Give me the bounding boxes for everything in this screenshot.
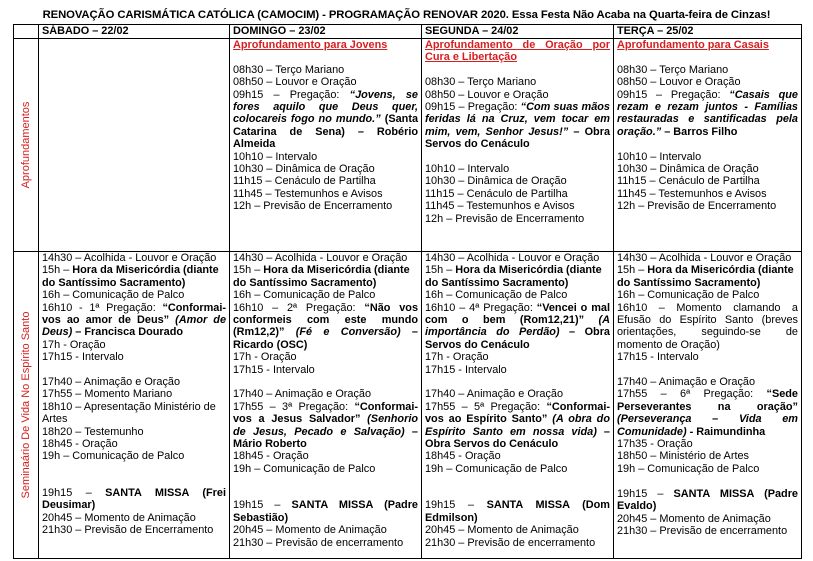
- corner-cell: [14, 25, 39, 39]
- event-line: 17h15 - Intervalo: [42, 351, 124, 364]
- efusao-block: 16h10 – Momento clamando a Efusão do Espírito Santo (breves orientações, seguindo-se de momento de Oração): [617, 301, 798, 351]
- event-line: 17h40 – Animação e Oração: [617, 376, 756, 389]
- event-line: 18h45 - Oração: [233, 450, 309, 463]
- sem-segunda-cell: [422, 252, 614, 559]
- event-line: 11h15 – Cenáculo de Partilha: [425, 187, 568, 200]
- pregacao-block: 17h55 – 6ª Pregação: “Sede Perseverantes na oração” (Perseverança – Vida em Comunidade) - Raimundinha: [617, 388, 798, 438]
- event-line: 08h30 – Terço Mariano: [425, 76, 537, 89]
- event-line: 12h – Previsão de Encerramento: [425, 212, 585, 225]
- event-line: 08h30 – Terço Mariano: [233, 63, 345, 76]
- aprofundamentos-row: [14, 39, 802, 252]
- event-line: 18h45 - Oração: [42, 438, 118, 451]
- event-line: 20h45 – Momento de Animação: [425, 524, 579, 537]
- event-line: 21h30 – Previsão de Encerramento: [42, 524, 214, 537]
- event-line: 17h35 - Oração: [617, 438, 693, 451]
- event-line: 19h – Comunicação de Palco: [233, 462, 376, 475]
- event-line: 14h30 – Acolhida - Louvor e Oração: [617, 252, 792, 264]
- missa-line: 19h15 – SANTA MISSA (Frei Deusimar): [42, 486, 226, 512]
- row-label-cell: [14, 252, 39, 559]
- event-line: 08h50 – Louvor e Oração: [425, 88, 549, 101]
- event-line: 08h50 – Louvor e Oração: [617, 76, 741, 89]
- event-line: 10h10 – Intervalo: [425, 163, 510, 176]
- event-line: 20h45 – Momento de Animação: [42, 511, 196, 524]
- pregacao-block: 17h55 – 3ª Pregação: “Conformai-vos a Jesus Salvador” (Senhorio de Jesus, Pecado e Salvação) – Mário Roberto: [233, 400, 418, 451]
- event-line: 17h40 – Animação e Oração: [42, 376, 181, 389]
- event-line: 14h30 – Acolhida - Louvor e Oração: [42, 252, 217, 264]
- page-title: RENOVAÇÃO CARISMÁTICA CATÓLICA (CAMOCIM) - PROGRAMAÇÃO RENOVAR 2020. Essa Festa Não Acaba na Quarta-feira de Cinzas!: [42, 9, 771, 21]
- event-line: 16h – Comunicação de Palco: [425, 289, 568, 302]
- event-line: 15h – Hora da Misericórdia (diante do Santíssimo Sacramento): [425, 264, 602, 289]
- event-line: 10h10 – Intervalo: [233, 150, 318, 163]
- event-line: 17h15 - Intervalo: [425, 363, 507, 376]
- header-row: [14, 25, 802, 39]
- event-line: 16h – Comunicação de Palco: [617, 289, 760, 302]
- event-line: 14h30 – Acolhida - Louvor e Oração: [233, 252, 408, 264]
- event-line: 16h – Comunicação de Palco: [42, 289, 185, 302]
- event-line: 21h30 – Previsão de encerramento: [233, 536, 404, 549]
- pregacao-block: 16h10 – 2ª Pregação: “Não vos conformeis com este mundo (Rm12,2)” (Fé e Conversão) – Ricardo (OSC): [233, 301, 419, 351]
- event-line: 10h30 – Dinâmica de Oração: [425, 175, 567, 188]
- heading-cura: Aprofundamento de Oração por Cura e Libertação: [425, 39, 610, 64]
- aprof-domingo-cell: [230, 39, 422, 252]
- event-line: 11h15 – Cenáculo de Partilha: [233, 175, 376, 188]
- row-label-seminario: Seminaário De Vida No Espírito Santo: [19, 311, 32, 499]
- header-terca: TERÇA – 25/02: [614, 25, 802, 39]
- event-line: 21h30 – Previsão de encerramento: [425, 536, 596, 549]
- event-line: 08h30 – Terço Mariano: [617, 63, 729, 76]
- event-line: 17h15 - Intervalo: [233, 363, 315, 376]
- heading-casais: Aprofundamento para Casais: [617, 39, 769, 51]
- pregacao-block: 17h55 – 5ª Pregação: “Conformai-vos ao Espírito Santo” (A obra do Espírito Santo em nossa vida) – Obra Servos do Cenáculo: [425, 400, 610, 451]
- event-line: 11h45 – Testemunhos e Avisos: [425, 200, 575, 213]
- event-line: 15h – Hora da Misericórdia (diante do Santíssimo Sacramento): [617, 264, 794, 289]
- event-line: 18h20 – Testemunho: [42, 425, 144, 438]
- event-line: 19h – Comunicação de Palco: [617, 462, 760, 475]
- row-label-aprofundamentos: Aprofundamentos: [19, 101, 32, 189]
- event-line: 15h – Hora da Misericórdia (diante do Santíssimo Sacramento): [233, 264, 410, 289]
- event-line: 21h30 – Previsão de encerramento: [617, 524, 788, 537]
- pregacao-block: 16h10 - 1ª Pregação: “Conformai-vos ao amor de Deus” (Amor de Deus) – Francisca Dourado: [42, 301, 227, 339]
- event-line: 17h15 - Intervalo: [617, 351, 699, 364]
- event-line: 19h – Comunicação de Palco: [425, 462, 568, 475]
- seminario-row: [14, 252, 802, 559]
- pregacao-block: 09h15 – Pregação: “Com suas mãos feridas lá na Cruz, vem tocar em mim, vem, Senhor Jesus!” – Obra Servos do Cenáculo: [425, 101, 610, 151]
- header-segunda: SEGUNDA – 24/02: [422, 25, 614, 39]
- aprof-segunda-cell: [422, 39, 614, 252]
- event-line: 17h40 – Animação e Oração: [425, 388, 564, 401]
- sem-terca-cell: [614, 252, 802, 559]
- heading-jovens: Aprofundamento para Jovens: [233, 39, 388, 51]
- missa-line: 19h15 – SANTA MISSA (Padre Sebastião): [233, 499, 418, 524]
- row-label-cell: [14, 39, 39, 252]
- event-line: 11h45 – Testemunhos e Avisos: [233, 187, 383, 200]
- schedule-table: [13, 24, 802, 559]
- header-sabado: SÁBADO – 22/02: [39, 25, 230, 39]
- event-line: 11h45 – Testemunhos e Avisos: [617, 187, 767, 200]
- event-line: 17h - Oração: [425, 351, 489, 364]
- sem-sabado-cell: [39, 252, 230, 559]
- event-line: 15h – Hora da Misericórdia (diante do Santíssimo Sacramento): [42, 264, 219, 289]
- event-line: 10h30 – Dinâmica de Oração: [233, 163, 375, 176]
- aprof-sabado-cell: [39, 39, 230, 252]
- event-line: 12h – Previsão de Encerramento: [617, 200, 777, 213]
- sem-domingo-cell: [230, 252, 422, 559]
- event-line: 20h45 – Momento de Animação: [233, 524, 387, 537]
- event-line: 17h55 – Momento Mariano: [42, 388, 173, 401]
- missa-line: 19h15 – SANTA MISSA (Padre Evaldo): [617, 487, 798, 513]
- event-line: 14h30 – Acolhida - Louvor e Oração: [425, 252, 600, 264]
- event-line: 18h10 – Apresentação Ministério de Artes: [42, 400, 216, 426]
- event-line: 17h - Oração: [42, 338, 106, 351]
- event-line: 10h30 – Dinâmica de Oração: [617, 163, 759, 176]
- pregacao-block: 16h10 – 4ª Pregação: “Vencei o mal com o bem (Rom12,21)” (A importância do Perdão) – Obra Servos do Cenáculo: [425, 301, 610, 351]
- event-line: 10h10 – Intervalo: [617, 150, 702, 163]
- event-line: 08h50 – Louvor e Oração: [233, 76, 357, 89]
- event-line: 18h45 - Oração: [425, 450, 501, 463]
- pregacao-block: 09h15 – Pregação: “Casais que rezam e rezam juntos - Famílias restauradas e santificadas pela oração.” – Barros Filho: [617, 88, 798, 138]
- missa-line: 19h15 – SANTA MISSA (Dom Edmilson): [425, 499, 610, 524]
- event-line: 17h40 – Animação e Oração: [233, 388, 372, 401]
- header-domingo: DOMINGO – 23/02: [230, 25, 422, 39]
- event-line: 20h45 – Momento de Animação: [617, 512, 771, 525]
- event-line: 18h50 – Ministério de Artes: [617, 450, 749, 463]
- event-line: 11h15 – Cenáculo de Partilha: [617, 175, 760, 188]
- pregacao-block: 09h15 – Pregação: “Jovens, se fores aquilo que Deus quer, colocareis fogo no mundo.” (Santa Catarina de Sena) – Robério Almeida: [233, 88, 418, 151]
- event-line: 19h – Comunicação de Palco: [42, 450, 185, 463]
- event-line: 12h – Previsão de Encerramento: [233, 200, 393, 213]
- event-line: 17h - Oração: [233, 351, 297, 364]
- event-line: 16h – Comunicação de Palco: [233, 289, 376, 302]
- aprof-terca-cell: [614, 39, 802, 252]
